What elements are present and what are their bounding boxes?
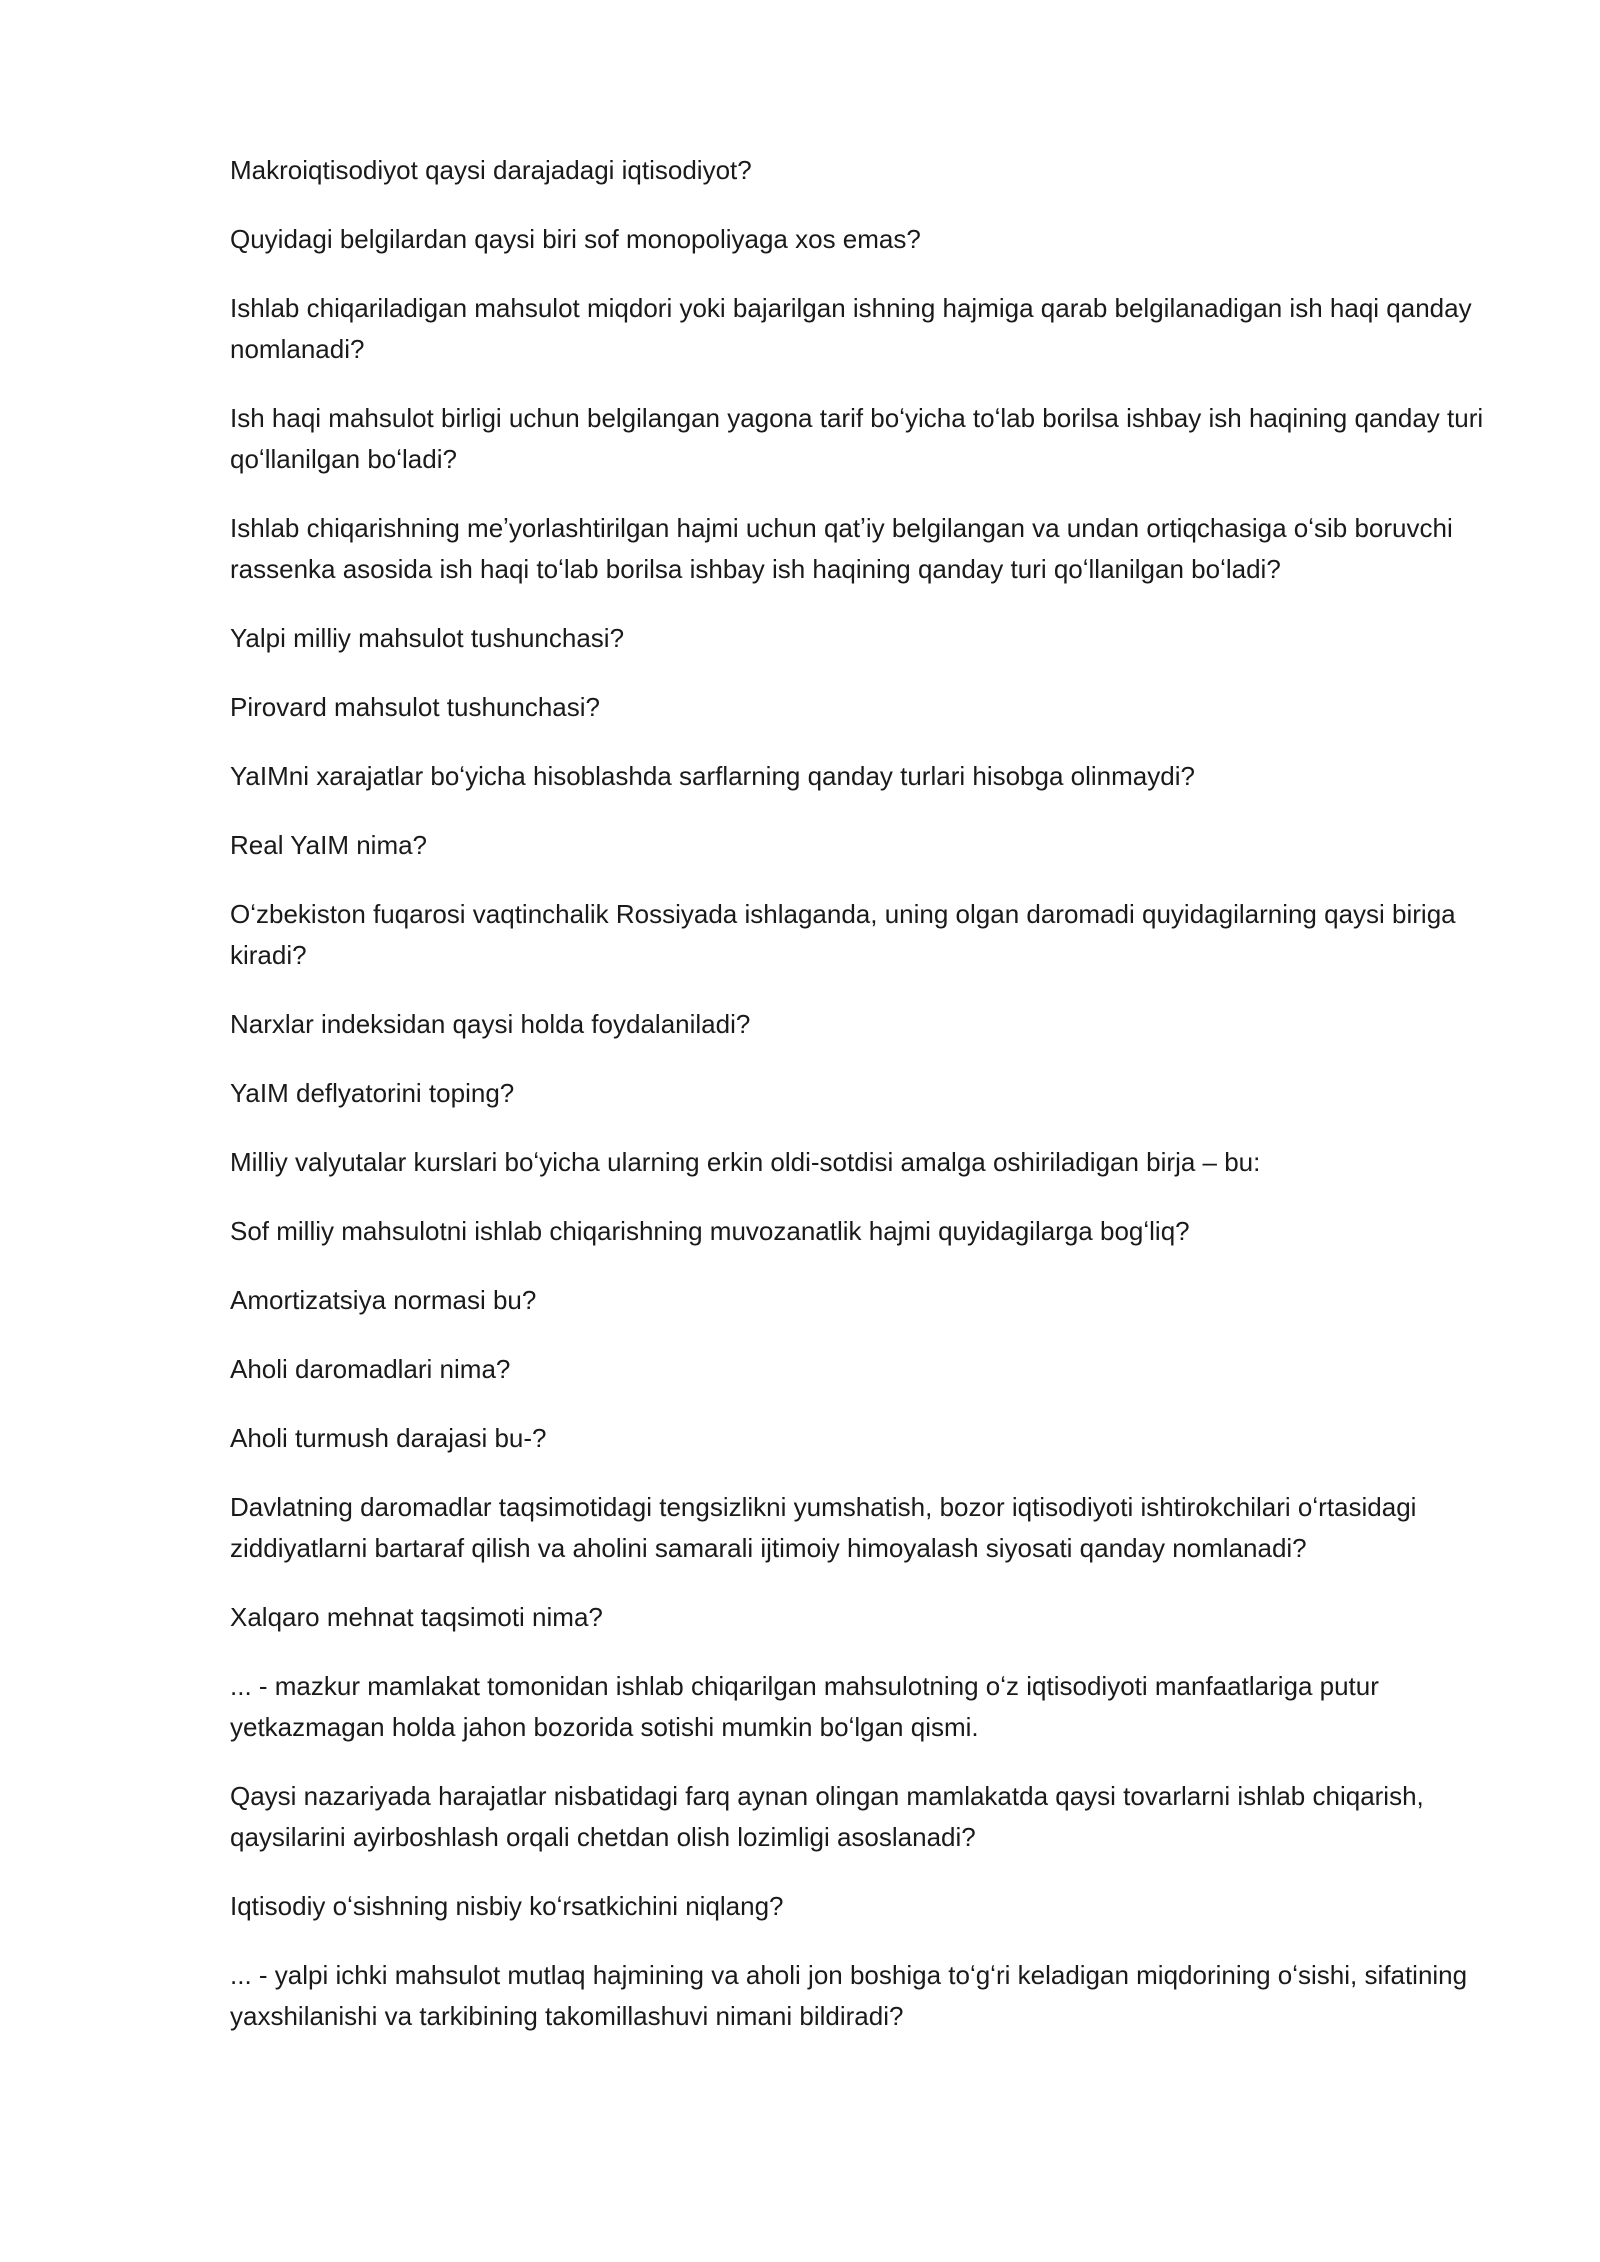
question-22: Iqtisodiy oʻsishning nisbiy koʻrsatkichini niqlang?	[230, 1891, 784, 1921]
question-7: Pirovard mahsulot tushunchasi?	[230, 692, 600, 722]
question-12: YaIM deflyatorini toping?	[230, 1078, 515, 1108]
question-1: Makroiqtisodiyot qaysi darajadagi iqtisodiyot?	[230, 155, 752, 185]
question-6: Yalpi milliy mahsulot tushunchasi?	[230, 623, 625, 653]
question-21: Qaysi nazariyada harajatlar nisbatidagi farq aynan olingan mamlakatda qaysi tovarlarni ishlab chiqarish, qaysilarini ayirboshlash orqali chetdan olish lozimligi asoslanadi?	[230, 1781, 1424, 1852]
question-3: Ishlab chiqariladigan mahsulot miqdori yoki bajarilgan ishning hajmiga qarab belgilanadigan ish haqi qanday nomlanadi?	[230, 293, 1472, 364]
question-4: Ish haqi mahsulot birligi uchun belgilangan yagona tarif boʻyicha toʻlab borilsa ishbay ish haqining qanday turi qoʻllanilgan boʻladi?	[230, 403, 1484, 474]
question-13: Milliy valyutalar kurslari boʻyicha ularning erkin oldi-sotdisi amalga oshiriladigan birja – bu:	[230, 1147, 1261, 1177]
question-20: ... - mazkur mamlakat tomonidan ishlab chiqarilgan mahsulotning oʻz iqtisodiyoti manfaatlariga putur yetkazmagan holda jahon bozorida sotishi mumkin boʻlgan qismi.	[230, 1671, 1379, 1742]
question-17: Aholi turmush darajasi bu-?	[230, 1423, 547, 1453]
question-5: Ishlab chiqarishning meʼyorlashtirilgan hajmi uchun qatʼiy belgilangan va undan ortiqchasiga oʻsib boruvchi rassenka asosida ish haqi toʻlab borilsa ishbay ish haqining qanday turi qoʻllanilgan boʻladi?	[230, 513, 1453, 584]
question-16: Aholi daromadlari nima?	[230, 1354, 511, 1384]
question-18: Davlatning daromadlar taqsimotidagi tengsizlikni yumshatish, bozor iqtisodiyoti ishtirokchilari oʻrtasidagi ziddiyatlarni bartaraf qilish va aholini samarali ijtimoiy himoyalash siyosati qanday nomlanadi?	[230, 1492, 1417, 1563]
question-19: Xalqaro mehnat taqsimoti nima?	[230, 1602, 603, 1632]
question-8: YaIMni xarajatlar boʻyicha hisoblashda sarflarning qanday turlari hisobga olinmaydi?	[230, 761, 1195, 791]
question-2: Quyidagi belgilardan qaysi biri sof monopoliyaga xos emas?	[230, 224, 921, 254]
question-15: Amortizatsiya normasi bu?	[230, 1285, 537, 1315]
question-11: Narxlar indeksidan qaysi holda foydalaniladi?	[230, 1009, 751, 1039]
question-23: ... - yalpi ichki mahsulot mutlaq hajmining va aholi jon boshiga toʻgʻri keladigan miqdorining oʻsishi, sifatining yaxshilanishi va tarkibining takomillashuvi nimani bildiradi?	[230, 1960, 1468, 2031]
question-14: Sof milliy mahsulotni ishlab chiqarishning muvozanatlik hajmi quyidagilarga bogʻliq?	[230, 1216, 1190, 1246]
question-9: Real YaIM nima?	[230, 830, 428, 860]
question-10: Oʻzbekiston fuqarosi vaqtinchalik Rossiyada ishlaganda, uning olgan daromadi quyidagilarning qaysi biriga kiradi?	[230, 899, 1456, 970]
question-list	[230, 150, 1500, 2065]
